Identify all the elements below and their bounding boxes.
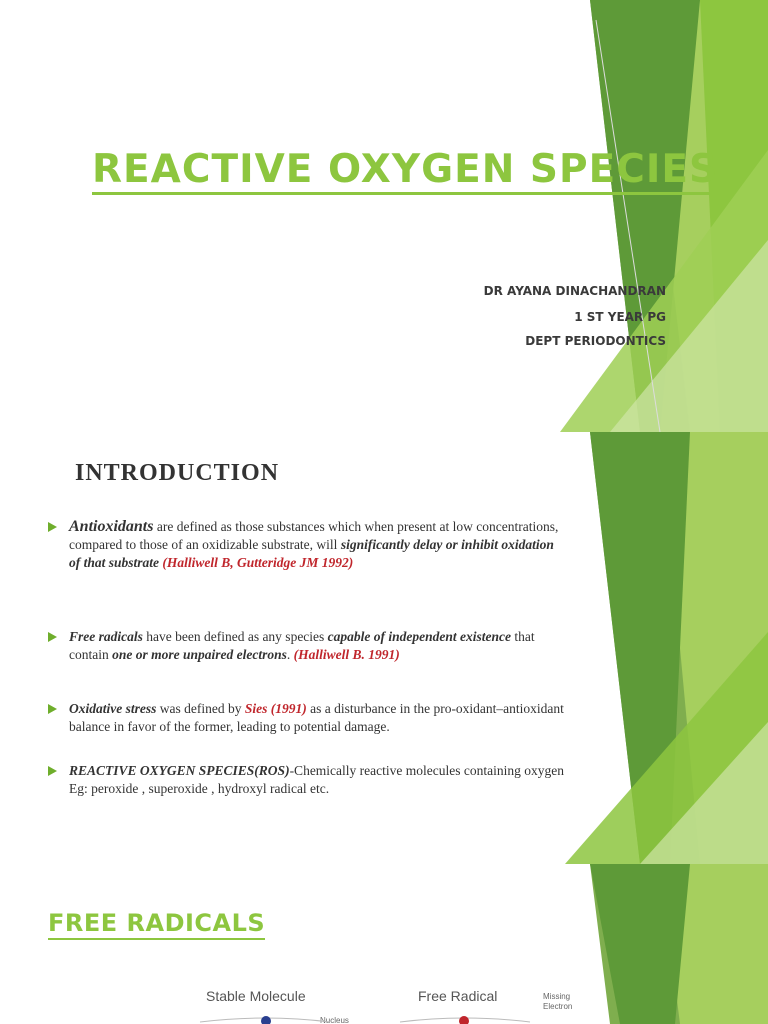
nucleus-label: Nucleus (320, 1016, 349, 1024)
free-radicals-slide (0, 864, 768, 1024)
bullet-text-part: capable of independent existence (327, 629, 512, 644)
bullet-free-radicals (48, 628, 568, 664)
bullet-arrow-icon (48, 704, 57, 714)
electron-label: Electron (543, 1002, 573, 1011)
stable-molecule-label: Stable Molecule (206, 988, 306, 1004)
bullet-text-part: was defined by (156, 701, 245, 716)
stable-nucleus (261, 1016, 271, 1024)
bullet-text-part: that contain (69, 629, 535, 662)
bullet-oxidative-stress (48, 700, 568, 736)
bullet-arrow-icon (48, 522, 57, 532)
bullet-text-part: (Halliwell B, Gutteridge JM 1992) (162, 555, 354, 570)
bullet-ros (48, 762, 568, 798)
bullet-text-part: -Chemically reactive molecules containing oxygen Eg: peroxide , superoxide , hydroxyl radical etc. (69, 763, 564, 796)
bullet-text-part: significantly delay or inhibit oxidation of that substrate (69, 537, 554, 570)
bullet-arrow-icon (48, 632, 57, 642)
introduction-slide (0, 432, 768, 864)
author-dept: DEPT PERIODONTICS (525, 334, 666, 348)
bullet-text (69, 628, 568, 664)
bullet-text-part: have been defined as any species (142, 629, 328, 644)
bullet-text-part: . (286, 647, 294, 662)
bullet-text (69, 518, 568, 572)
slide-title: FREE RADICALS (48, 908, 265, 940)
atom-diagram (0, 864, 768, 1024)
free-radical-label: Free Radical (418, 988, 498, 1004)
bullet-text-part: as a disturbance in the pro-oxidant–antioxidant balance in favor of the former, leading to potential damage. (69, 701, 564, 734)
missing-label: Missing (543, 992, 571, 1001)
bullet-antioxidants (48, 518, 568, 572)
bullet-arrow-icon (48, 766, 57, 776)
presentation-title: REACTIVE OXYGEN SPECIES (92, 148, 718, 195)
bullet-text-part: Sies (1991) (244, 701, 307, 716)
author-year: 1 ST YEAR PG (574, 310, 666, 324)
radical-nucleus (459, 1016, 469, 1024)
title-slide (0, 0, 768, 432)
bullet-text-part: are defined as those substances which when present at low concentrations, compared to those of an oxidizable substrate, will (69, 519, 559, 552)
slide-title: INTRODUCTION (75, 460, 280, 486)
author-name: DR AYANA DINACHANDRAN (483, 284, 666, 298)
bullet-text (69, 762, 568, 798)
green-decoration (0, 0, 768, 432)
bullet-text (69, 700, 568, 736)
bullet-text-part: Antioxidants (69, 518, 154, 535)
bullet-text-part: (Halliwell B. 1991) (293, 647, 400, 662)
bullet-text-part: one or more unpaired electrons (112, 647, 287, 662)
bullet-text-part: REACTIVE OXYGEN SPECIES(ROS) (69, 763, 290, 778)
bullet-text-part: Oxidative stress (69, 701, 157, 716)
bullet-text-part: Free radicals (69, 629, 143, 644)
